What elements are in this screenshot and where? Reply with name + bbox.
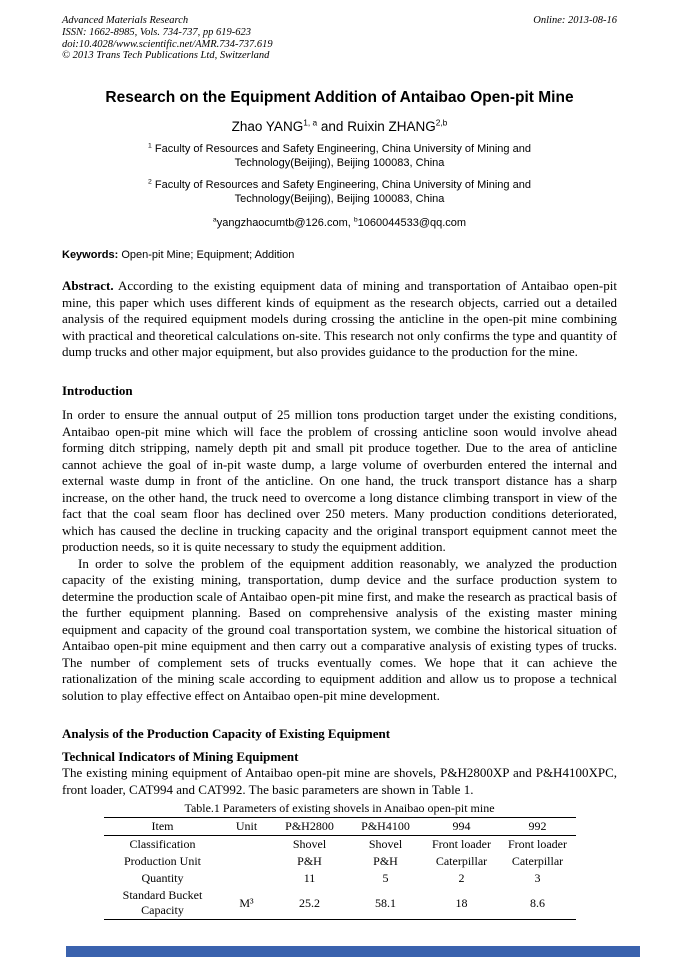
next-page-banner — [66, 946, 640, 957]
table-header-cell: 992 — [528, 819, 547, 834]
table-cell: Front loader — [508, 837, 567, 852]
table-cell: 25.2 — [299, 895, 320, 910]
table-row — [104, 887, 576, 920]
analysis-paragraph-1: The existing mining equipment of Antaibao open-pit mine are shovels, P&H2800XP and P&H4100XPC, front loader, CAT994 and CAT992. The basic parameters are shown in Table 1. — [62, 765, 617, 797]
section-heading-analysis: Analysis of the Production Capacity of Existing Equipment — [62, 726, 391, 742]
table-cell: 5 — [382, 871, 389, 886]
table-cell: Shovel — [368, 837, 403, 852]
author-1-superscript: 1, a — [303, 117, 318, 128]
table-header-cell: Item — [151, 819, 174, 834]
shovel-parameters-table — [104, 817, 576, 920]
author-2-superscript: 2,b — [435, 117, 448, 128]
table-cell: P&H — [373, 854, 398, 869]
table-cell — [222, 870, 272, 887]
author-2-name: Ruixin ZHANG — [347, 119, 436, 135]
journal-name: Advanced Materials Research — [62, 15, 189, 26]
abstract-label: Abstract. — [62, 278, 114, 294]
table-header-cell: Unit — [235, 819, 258, 834]
introduction-paragraph-2: In order to solve the problem of the equipment addition reasonably, we analyzed the production capacity of the existing mining, transportation, dump device and the surface production system to determine the production scale of Antaibao open-pit mine first, and make the research as practical basis of the further equipment planning. Based on comprehensive analysis of the existing master mining equipment and capacity of the ground coal transportation system, we combine the historical situation of Antaibao open-pit mine equipment and then carry out a comparative analysis of existing types of trucks. The number of complement sets of trucks eventually comes. We hope that it can achieve the rationalization of the mining scale according to equipment addition and allow us to propose a technical solution to play effective effect on Antaibao open-pit mine development. — [62, 555, 617, 703]
table-cell: P&H — [297, 854, 322, 869]
email-a-superscript: a — [212, 216, 217, 224]
affiliation-1 — [123, 143, 557, 170]
journal-info-block — [62, 15, 273, 62]
table-cell: 2 — [458, 871, 465, 886]
table-header-cell: P&H4100 — [361, 819, 410, 834]
email-a: yangzhaocumtb@126.com, — [216, 217, 351, 230]
abstract-text: According to the existing equipment data of mining and transportation of Antaibao open-pit mine, this paper which uses different kinds of equipment as the research objects, carried out a detailed analysis of the required equipment models during crossing the anticline in the open-pit mine combining with practical and theoretical calculations on-site. This research not only confirms the type and quantity of dump trucks and other major equipment, but also provides guidance to the production for the mine. — [62, 278, 617, 360]
table-row — [104, 836, 576, 854]
table-cell: 3 — [534, 871, 541, 886]
affiliation-2 — [123, 179, 557, 206]
table-cell — [222, 853, 272, 870]
affiliation-2-superscript: 2 — [148, 178, 152, 186]
journal-header — [62, 15, 617, 62]
table-cell: Caterpillar — [511, 854, 564, 869]
introduction-paragraph-1: In order to ensure the annual output of 25 million tons production target under the existing conditions, Antaibao open-pit mine which will face the problem of crossing anticline soon would involve ahead forming ditch stripping, namely depth pit and small pit produce together. Due to the area of anticline cannot achieve the goal of in-pit waste dump, a large volume of overburden entered the internal and external waste dump in front of the anticline. On one hand, the truck transport distance has a sharp increase, on the other hand, the truck need to overcome a long distance climbing transport in view of the fact that the coal seam floor has declined over 250 meters. Many production conditions deteriorated, which has caused the decline in trucking capacity and the original transport equipment cannot meet the production needs, so it is quite necessary to study the equipment addition. — [62, 407, 617, 555]
table-caption: Table.1 Parameters of existing shovels in Anaibao open-pit mine — [184, 801, 495, 816]
table-cell: 8.6 — [530, 895, 545, 910]
authors-line — [62, 119, 617, 134]
email-b: 1060044533@qq.com — [357, 217, 467, 230]
table-header-cell: P&H2800 — [285, 819, 334, 834]
table-cell: Front loader — [432, 837, 491, 852]
table-cell: Production Unit — [124, 854, 201, 869]
table-row — [104, 853, 576, 870]
table-cell: Standard Bucket Capacity — [122, 888, 203, 918]
keywords-text: Open-pit Mine; Equipment; Addition — [121, 249, 295, 262]
author-1-name: Zhao YANG — [231, 119, 304, 135]
table-cell: 18 — [455, 895, 468, 910]
affiliation-1-text: Faculty of Resources and Safety Engineering, China University of Mining and Technology(Beijing), Beijing 100083, China — [151, 143, 531, 169]
table-header-row — [104, 818, 576, 836]
journal-doi-line: doi:10.4028/www.scientific.net/AMR.734-737.619 — [62, 38, 273, 50]
table-cell: Classification — [129, 837, 196, 852]
online-date: Online: 2013-08-16 — [533, 15, 617, 26]
keywords-line — [62, 249, 617, 261]
section-heading-introduction: Introduction — [62, 382, 133, 398]
table-cell: Shovel — [292, 837, 327, 852]
table-cell — [222, 836, 272, 854]
authors-connector: and — [317, 119, 348, 135]
table-cell: Quantity — [141, 871, 184, 886]
table-row — [104, 870, 576, 887]
table-cell: 11 — [303, 871, 316, 886]
abstract-paragraph — [62, 278, 617, 361]
table-cell: M³ — [239, 895, 254, 910]
keywords-label: Keywords: — [62, 249, 119, 262]
table-header-cell: 994 — [452, 819, 471, 834]
table-cell: 58.1 — [375, 895, 396, 910]
table-cell: Caterpillar — [435, 854, 488, 869]
affiliation-2-text: Faculty of Resources and Safety Engineering, China University of Mining and Technology(Beijing), Beijing 100083, China — [151, 179, 531, 205]
paper-title: Research on the Equipment Addition of Antaibao Open-pit Mine — [105, 89, 574, 107]
subsection-heading-technical-indicators: Technical Indicators of Mining Equipment — [62, 748, 299, 764]
affiliation-1-superscript: 1 — [148, 142, 152, 150]
emails-line — [62, 217, 617, 229]
email-b-superscript: b — [353, 216, 358, 224]
journal-issn-line: ISSN: 1662-8985, Vols. 734-737, pp 619-623 — [62, 26, 251, 38]
journal-copyright-line: © 2013 Trans Tech Publications Ltd, Switzerland — [62, 50, 270, 62]
